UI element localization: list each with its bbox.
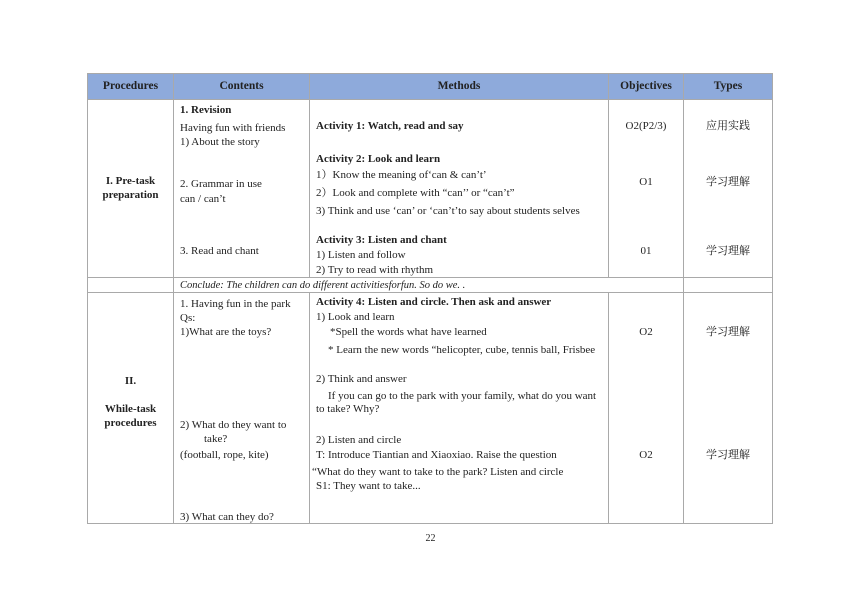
procedure-while-task-2: While-task <box>104 403 157 415</box>
method-text: 2）Look and complete with “can’’ or “can’t” <box>316 187 515 199</box>
method-text: “What do they want to take to the park? Listen and circle <box>312 466 564 478</box>
method-text: T: Introduce Tiantian and Xiaoxiao. Raise the question <box>316 449 557 461</box>
header-objectives: Objectives <box>620 80 672 92</box>
header-contents: Contents <box>219 80 264 92</box>
content-text: 1)What are the toys? <box>180 326 272 338</box>
activity-4-title: Activity 4: Listen and circle. Then ask and answer <box>316 296 552 308</box>
method-text: If you can go to the park with your family, what do you want to take? Why? <box>316 390 597 415</box>
method-text: 2) Think and answer <box>316 373 407 385</box>
content-text: Qs: <box>180 312 196 324</box>
activity-1-title: Activity 1: Watch, read and say <box>316 120 464 132</box>
content-text: Having fun with friends <box>180 122 286 134</box>
type-cell: 学习理解 <box>706 449 750 461</box>
method-text: * Learn the new words “helicopter, cube, tennis ball, Frisbee <box>328 344 596 356</box>
procedure-pre-task-2: preparation <box>102 189 159 201</box>
content-text: 1. Having fun in the park <box>180 298 291 310</box>
content-text: take? <box>204 433 228 445</box>
content-text: 3. Read and chant <box>180 245 259 257</box>
page-number: 22 <box>425 533 436 544</box>
conclude-text: Conclude: The children can do different activitiesforfun. So do we. . <box>180 280 466 291</box>
header-types: Types <box>713 80 743 92</box>
type-cell: 学习理解 <box>706 245 750 257</box>
procedure-pre-task: I. Pre-task <box>105 175 156 187</box>
content-text: 3) What can they do? <box>180 511 274 523</box>
objective-cell: O1 <box>639 176 653 188</box>
content-text: 1) About the story <box>180 136 260 148</box>
method-text: 1）Know the meaning of‘can & can’t’ <box>316 169 487 181</box>
method-text: 1) Listen and follow <box>316 249 406 261</box>
type-cell: 学习理解 <box>706 326 750 338</box>
objective-cell: O2 <box>639 326 653 338</box>
method-text: *Spell the words what have learned <box>330 326 487 338</box>
objective-cell: O2(P2/3) <box>625 120 667 132</box>
activity-2-title: Activity 2: Look and learn <box>316 153 441 165</box>
procedure-while-task: II. <box>124 375 137 387</box>
activity-3-title: Activity 3: Listen and chant <box>316 234 447 246</box>
content-text: 2. Grammar in use <box>180 178 262 190</box>
content-revision-title: 1. Revision <box>180 104 232 116</box>
header-procedures: Procedures <box>102 80 159 92</box>
content-text: can / can’t <box>180 193 226 205</box>
content-text: (football, rope, kite) <box>180 449 269 461</box>
type-cell: 学习理解 <box>706 176 750 188</box>
objective-cell: 01 <box>640 245 652 257</box>
method-text: S1: They want to take... <box>316 480 421 492</box>
procedure-while-task-3: procedures <box>104 417 157 429</box>
objective-cell: O2 <box>639 449 653 461</box>
method-text: 2) Listen and circle <box>316 434 402 446</box>
content-text: 2) What do they want to <box>180 419 287 431</box>
method-text: 2) Try to read with rhythm <box>316 264 434 276</box>
method-text: 3) Think and use ‘can’ or ‘can’t’to say about students selves <box>316 205 580 217</box>
method-text: 1) Look and learn <box>316 311 395 323</box>
header-methods: Methods <box>437 80 481 92</box>
type-cell: 应用实践 <box>706 120 750 132</box>
